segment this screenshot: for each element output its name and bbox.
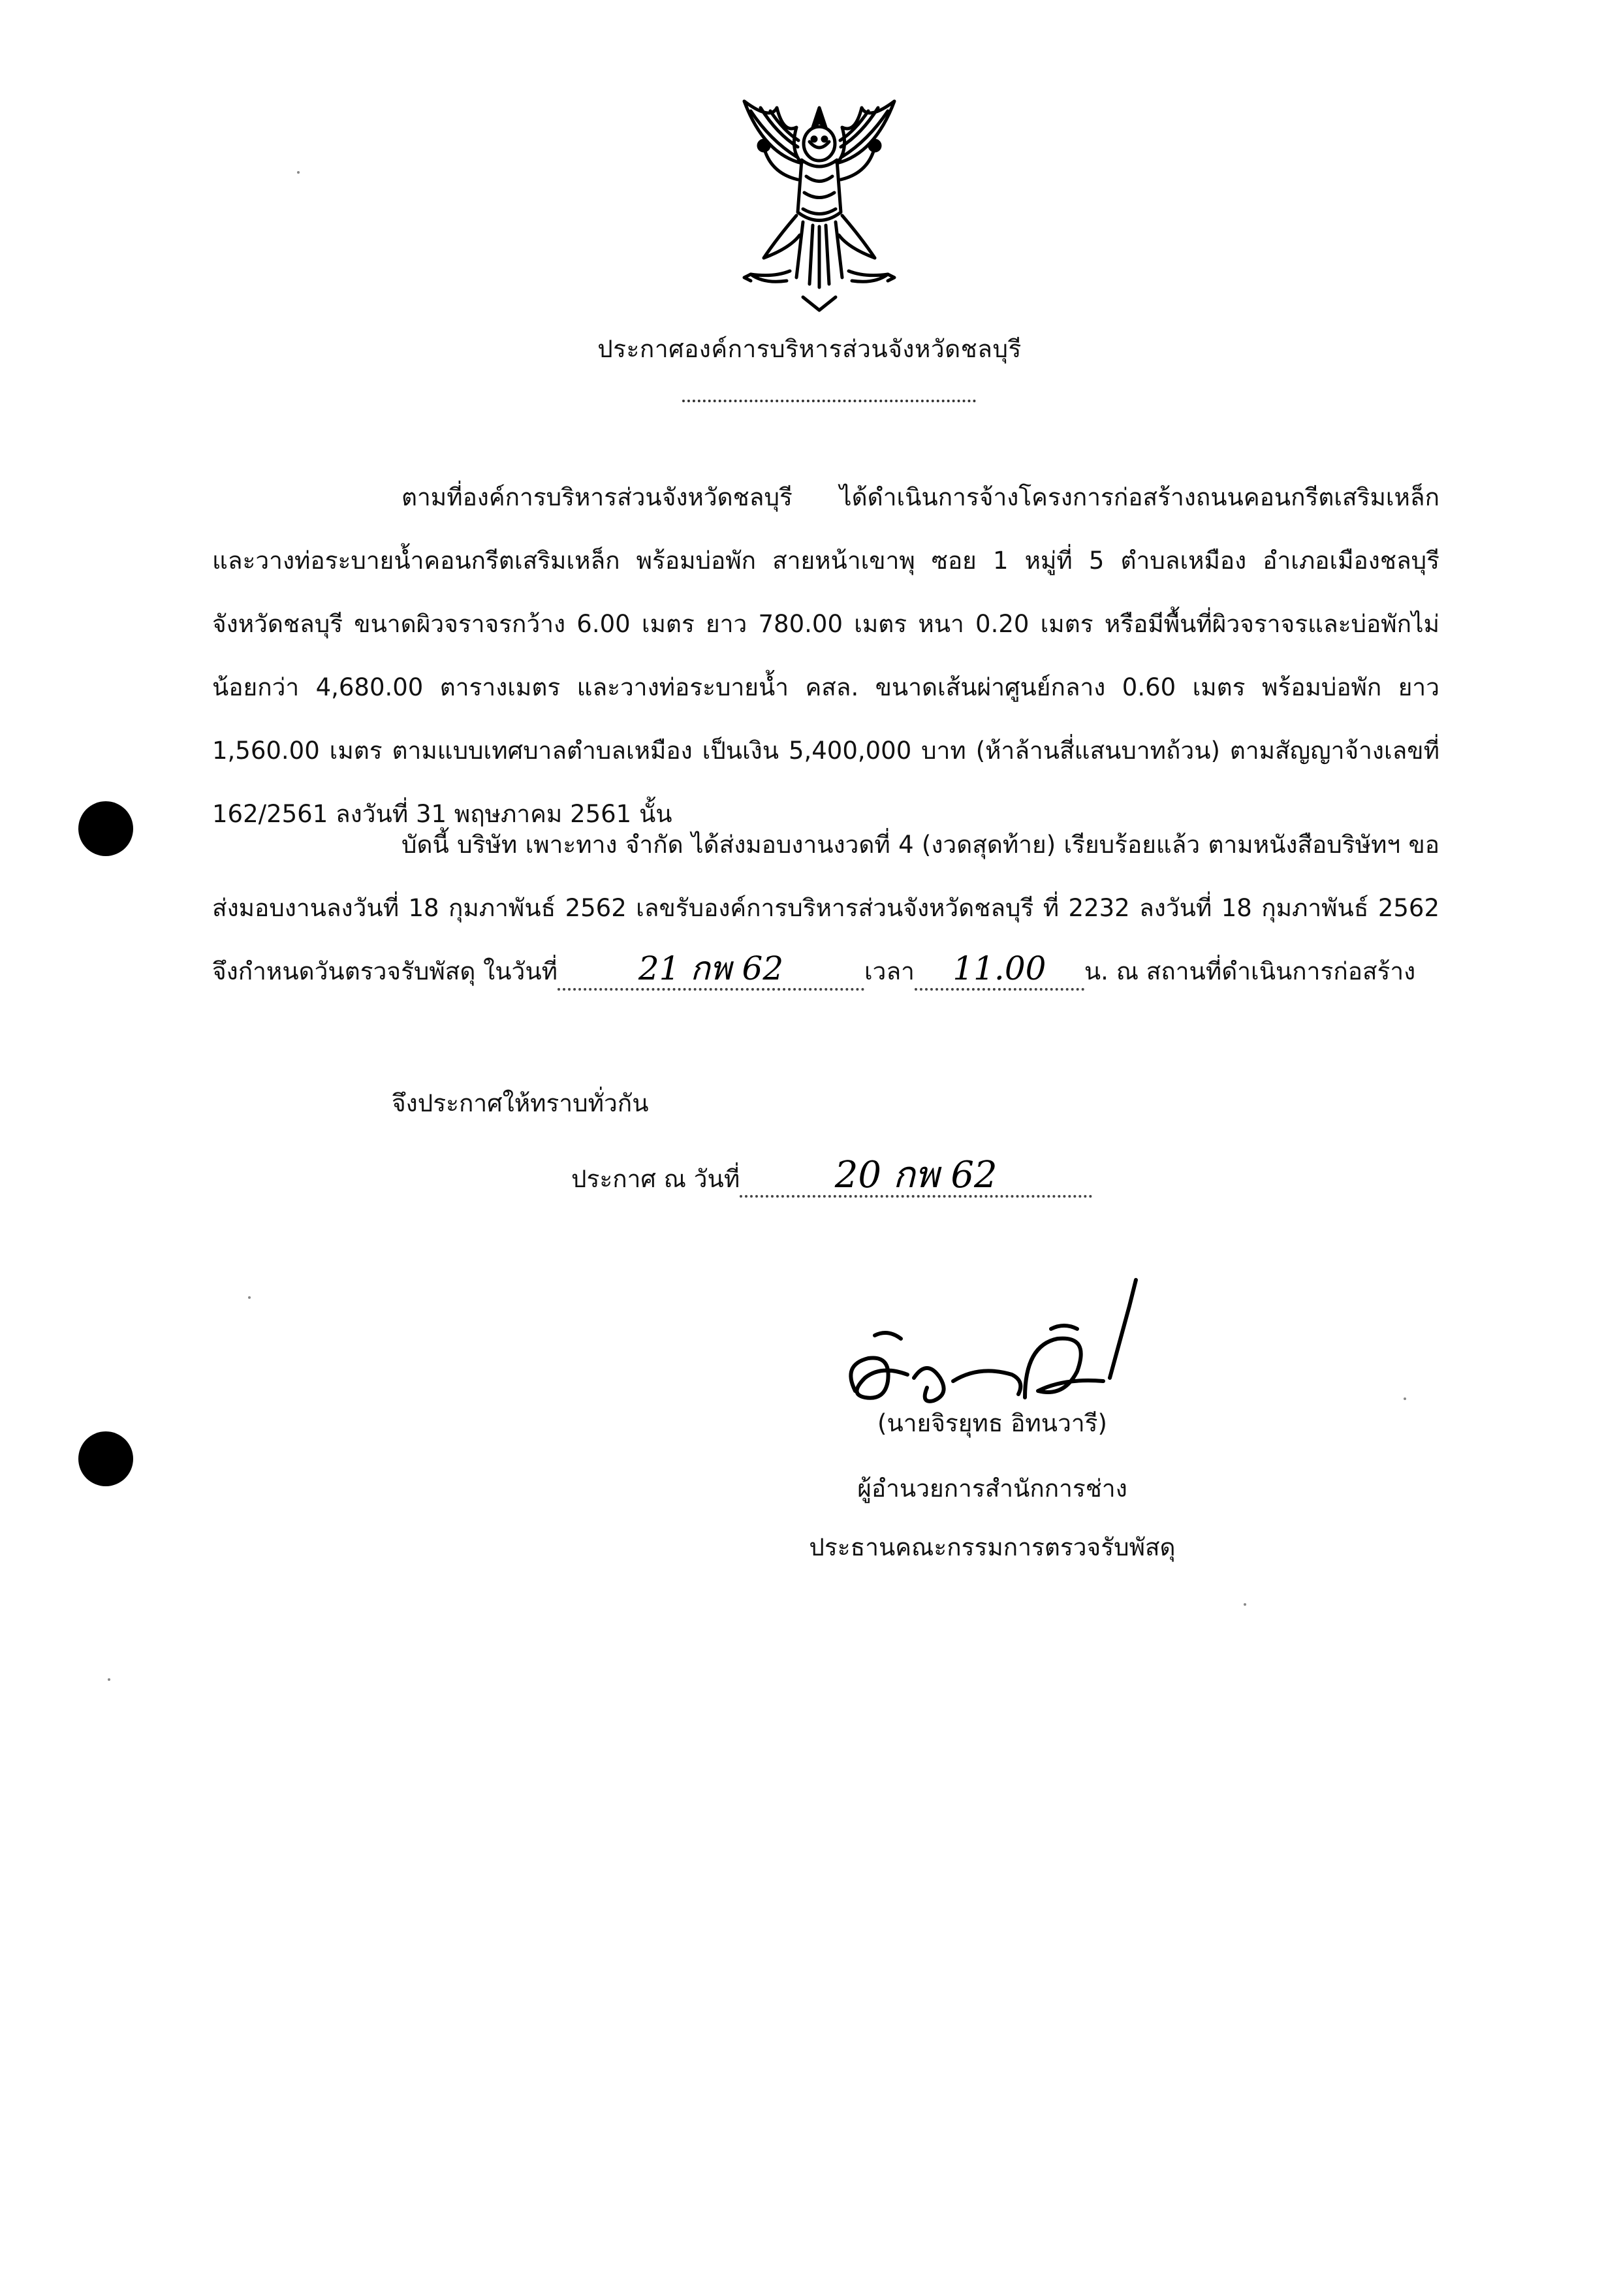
- signer-position: ผู้อำนวยการสำนักการช่าง: [857, 1475, 1127, 1503]
- scan-speck: [1244, 1603, 1246, 1606]
- handwritten-inspection-date: 21 กพ 62: [558, 949, 864, 991]
- paragraph-delivery-location: น. ณ สถานที่ดำเนินการก่อสร้าง: [1084, 957, 1416, 985]
- closing-statement: จึงประกาศให้ทราบทั่วกัน: [392, 1089, 649, 1117]
- scan-speck: [108, 1678, 110, 1681]
- announce-date-line: [571, 1156, 1092, 1198]
- scan-speck: [248, 1296, 251, 1299]
- time-label: เวลา: [864, 957, 915, 985]
- paragraph-project-details: ตามที่องค์การบริหารส่วนจังหวัดชลบุรี ได้ดำเนินการจ้างโครงการก่อสร้างถนนคอนกรีตเสริมเหล็กและวางท่อระบายน้ำคอนกรีตเสริมเหล็ก พร้อมบ่อพัก สายหน้าเขาพุ ซอย 1 หมู่ที่ 5 ตำบลเหมือง อำเภอเมืองชลบุรี จังหวัดชลบุรี ขนาดผิวจราจรกว้าง 6.00 เมตร ยาว 780.00 เมตร หนา 0.20 เมตร หรือมีพื้นที่ผิวจราจรและบ่อพักไม่น้อยกว่า 4,680.00 ตารางเมตร และวางท่อระบายน้ำ คสล. ขนาดเส้นผ่าศูนย์กลาง 0.60 เมตร พร้อมบ่อพัก ยาว 1,560.00 เมตร ตามแบบเทศบาลตำบลเหมือง เป็นเงิน 5,400,000 บาท (ห้าล้านสี่แสนบาทถ้วน) ตามสัญญาจ้างเลขที่ 162/2561 ลงวันที่ 31 พฤษภาคม 2561 นั้น: [212, 483, 1439, 828]
- scan-speck: [1404, 1397, 1406, 1400]
- punch-hole: [78, 801, 133, 856]
- signer-role: ประธานคณะกรรมการตรวจรับพัสดุ: [809, 1533, 1176, 1561]
- title-divider: [682, 400, 976, 402]
- paragraph-delivery-text: บัดนี้ บริษัท เพาะทาง จำกัด ได้ส่งมอบงานงวดที่ 4 (งวดสุดท้าย) เรียบร้อยแล้ว ตามหนังสือบริษัทฯ ขอส่งมอบงานลงวันที่ 18 กุมภาพันธ์ 2562 เลขรับองค์การบริหารส่วนจังหวัดชลบุรี ที่ 2232 ลงวันที่ 18 กุมภาพันธ์ 2562 จึงกำหนดวันตรวจรับพัสดุ ในวันที่: [212, 831, 1439, 985]
- handwritten-signature-icon: [829, 1267, 1169, 1417]
- signer-name: (นายจิรยุทธ อิทนวารี): [877, 1409, 1107, 1437]
- announce-label: ประกาศ ณ วันที่: [571, 1165, 740, 1193]
- punch-hole: [78, 1431, 133, 1486]
- document-title: ประกาศองค์การบริหารส่วนจังหวัดชลบุรี: [597, 335, 1022, 363]
- handwritten-inspection-time: 11.00: [915, 949, 1084, 991]
- scan-speck: [297, 171, 300, 174]
- garuda-emblem-icon: [725, 82, 914, 317]
- paragraph-delivery: [212, 813, 1439, 1003]
- handwritten-announce-date: 20 กพ 62: [740, 1156, 1092, 1198]
